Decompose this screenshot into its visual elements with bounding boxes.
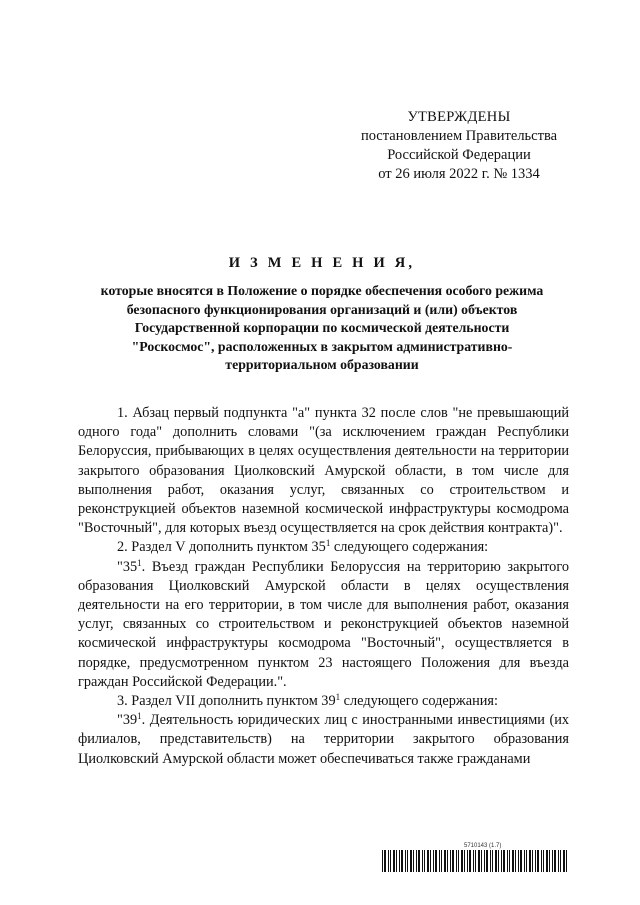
superscript: 1 bbox=[335, 692, 341, 703]
paragraph-5-number: "39 bbox=[117, 712, 138, 729]
approval-block bbox=[344, 108, 574, 184]
subtitle-line: которые вносятся в Положение о порядке обеспечения особого режима bbox=[100, 283, 544, 298]
approval-date-number: от 26 июля 2022 г. № 1334 bbox=[378, 166, 540, 182]
paragraph-2-text: 2. Раздел V дополнить пунктом 35 bbox=[117, 539, 326, 556]
approval-title: УТВЕРЖДЕНЫ bbox=[407, 109, 511, 125]
document-subtitle bbox=[72, 282, 572, 375]
document-code: 5710143 (1.7) bbox=[464, 843, 502, 849]
paragraph-5 bbox=[78, 711, 569, 769]
approval-government-line: Российской Федерации bbox=[387, 147, 531, 163]
document-body bbox=[78, 404, 569, 769]
approval-decree-line: постановлением Правительства bbox=[360, 128, 558, 144]
paragraph-2-tail: следующего содержания: bbox=[330, 539, 489, 556]
paragraph-4 bbox=[78, 692, 569, 711]
paragraph-5-text: . Деятельность юридических лиц с иностранными инвестициями (их филиалов, представительств) на территории закрытого образования Циолковский Амурской области может обеспечиваться также гражданами bbox=[78, 712, 569, 767]
subtitle-line: безопасного функционирования организаций и (или) объектов bbox=[126, 301, 518, 317]
paragraph-3 bbox=[78, 558, 569, 692]
superscript: 1 bbox=[137, 711, 142, 722]
document-title: И З М Е Н Е Н И Я, bbox=[228, 255, 416, 271]
paragraph-1: 1. Абзац первый подпункта "а" пункта 32 после слов "не превышающий одного года" дополнить словами "(за исключением граждан Республики Белоруссия, прибывающих в целях осуществления деятельности на территории закрытого образования Циолковский Амурской области, в том числе для выполнения работ, оказания услуг, связанных со строительством и реконструкцией объектов наземной космической инфраструктуры космодрома "Восточный", для которых въезд осуществляется на срок действия контракта)". bbox=[78, 405, 569, 537]
superscript: 1 bbox=[325, 538, 331, 549]
subtitle-line: Государственной корпорации по космической деятельности bbox=[134, 320, 510, 335]
superscript: 1 bbox=[137, 557, 142, 568]
paragraph-4-tail: следующего содержания: bbox=[340, 693, 498, 710]
barcode-icon bbox=[382, 850, 568, 872]
paragraph-3-text: . Въезд граждан Республики Белоруссия на территорию закрытого образования Циолковский Амурской области в целях осуществления деятельности на его территории, в том числе для выполнения работ, оказания услуг, связанных со строительством и реконструкцией объектов наземной космической инфраструктуры космодрома "Восточный", осуществляется в порядке, предусмотренном пунктом 23 настоящего Положения для въезда граждан Российской Федерации.". bbox=[78, 558, 569, 690]
paragraph-2 bbox=[78, 538, 569, 557]
paragraph-3-number: "35 bbox=[117, 558, 138, 575]
subtitle-line: территориальном образовании bbox=[225, 357, 419, 372]
document-heading bbox=[72, 255, 572, 375]
paragraph-4-text: 3. Раздел VII дополнить пунктом 39 bbox=[117, 693, 336, 710]
subtitle-line: "Роскосмос", расположенных в закрытом административно- bbox=[131, 338, 513, 354]
